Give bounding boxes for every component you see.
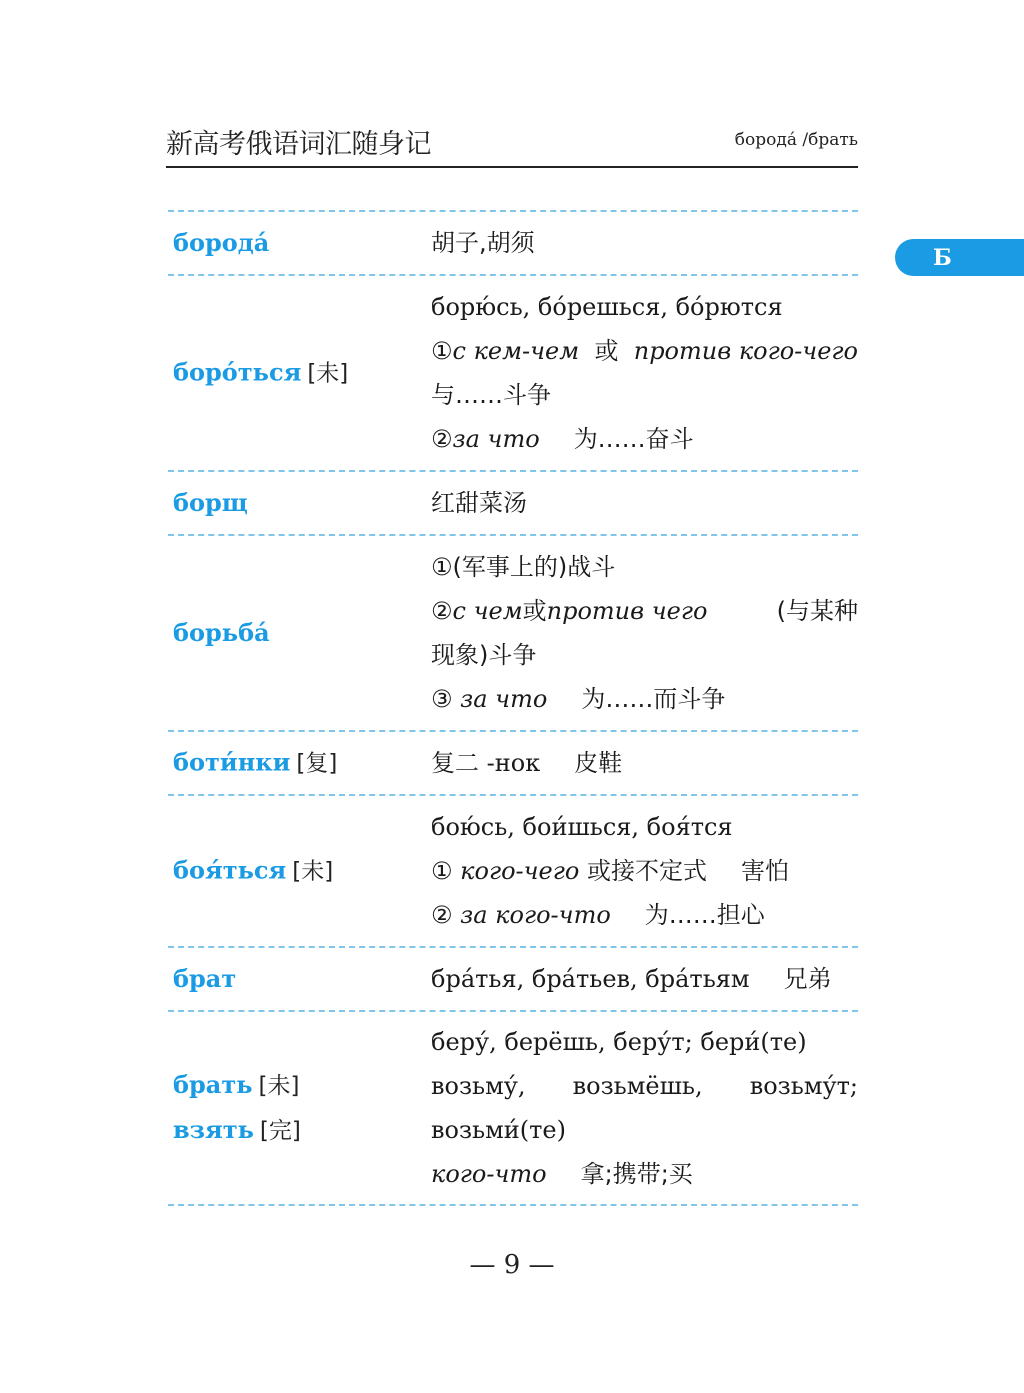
entry-definition bbox=[431, 481, 858, 525]
entry-row bbox=[168, 470, 858, 534]
form: возьму́, bbox=[431, 1072, 526, 1100]
genitive-ending: -нок bbox=[486, 749, 541, 777]
meaning-translation: 为……奋斗 bbox=[573, 425, 694, 453]
entry-definition bbox=[431, 285, 858, 461]
government: против чего bbox=[546, 597, 708, 625]
entry-row bbox=[168, 730, 858, 794]
definition-line bbox=[431, 741, 858, 785]
entry-headword bbox=[173, 221, 269, 265]
entry-definition bbox=[431, 741, 858, 785]
inflection-forms: бою́сь, бои́шься, боя́тся bbox=[431, 813, 733, 841]
inflection-forms: борю́сь, бо́решься, бо́рются bbox=[431, 293, 783, 321]
government: кого-чего bbox=[460, 857, 580, 885]
aspect-tag: [未] bbox=[258, 1073, 300, 1099]
vocabulary-table bbox=[168, 210, 858, 1206]
meaning-line bbox=[431, 849, 858, 893]
entry-row bbox=[168, 274, 858, 470]
page-header bbox=[166, 118, 858, 168]
entry-row bbox=[168, 946, 858, 1010]
entry-definition bbox=[431, 545, 858, 721]
government: за что bbox=[452, 425, 540, 453]
meaning-number: ③ bbox=[431, 685, 453, 713]
definition-line: 胡子,胡须 bbox=[431, 229, 535, 257]
meaning-line bbox=[431, 893, 858, 937]
meaning-line bbox=[431, 1152, 858, 1196]
definition-line: 红甜菜汤 bbox=[431, 489, 527, 517]
entry-definition bbox=[431, 957, 858, 1001]
aspect-tag: [完] bbox=[259, 1118, 301, 1144]
meaning-translation: 皮鞋 bbox=[574, 749, 623, 777]
headword: взять bbox=[173, 1115, 254, 1144]
headword: борьба́ bbox=[173, 618, 270, 647]
government: за что bbox=[460, 685, 548, 713]
government: с чем bbox=[452, 597, 523, 625]
entry-definition bbox=[431, 221, 858, 265]
inflection-forms bbox=[431, 1064, 858, 1108]
entry-definition bbox=[431, 1020, 858, 1196]
meaning-translation: 拿;携带;买 bbox=[580, 1160, 693, 1188]
definition-line bbox=[431, 957, 858, 1001]
meaning-line bbox=[431, 417, 858, 461]
government: кого-что bbox=[431, 1160, 547, 1188]
meaning-translation: 兄弟 bbox=[783, 965, 832, 993]
entry-headword bbox=[173, 741, 337, 786]
inflection-forms: беру́, берёшь, беру́т; бери́(те) bbox=[431, 1028, 807, 1056]
letter-tab bbox=[895, 239, 1024, 276]
entry-row bbox=[168, 210, 858, 274]
conjunction: 或 bbox=[594, 337, 619, 365]
inflection-forms: возьми́(те) bbox=[431, 1116, 566, 1144]
headword: боя́ться bbox=[173, 855, 287, 885]
conjunction: 或 bbox=[522, 597, 547, 625]
aspect-tag: [未] bbox=[307, 360, 349, 387]
headword: брать bbox=[173, 1070, 253, 1099]
entry-headword bbox=[173, 849, 333, 894]
grammar-note: 复二 bbox=[431, 749, 479, 777]
headword: брат bbox=[173, 964, 237, 993]
meaning-translation: (与某种 bbox=[776, 597, 858, 625]
entry-headword bbox=[173, 611, 270, 655]
meaning-translation: 为……而斗争 bbox=[581, 685, 726, 713]
meaning-translation: 现象)斗争 bbox=[431, 641, 537, 669]
entry-row bbox=[168, 534, 858, 730]
headword: боро́ться bbox=[173, 357, 302, 387]
letter-tab-label: Б bbox=[933, 245, 952, 271]
headword: борода́ bbox=[173, 228, 270, 257]
meaning-line bbox=[431, 677, 858, 721]
headword: боти́нки bbox=[173, 747, 291, 777]
meaning-translation: 为……担心 bbox=[644, 901, 765, 929]
meaning-translation: 与……斗争 bbox=[431, 381, 551, 409]
meaning-number: ② bbox=[431, 597, 453, 625]
meaning-line bbox=[431, 329, 858, 373]
entry-headword bbox=[173, 351, 348, 396]
meaning-translation: 害怕 bbox=[740, 857, 789, 885]
government: против кого-чего bbox=[633, 337, 858, 365]
government: за кого-что bbox=[460, 901, 611, 929]
meaning-line: ①(军事上的)战斗 bbox=[431, 553, 616, 581]
book-title: 新高考俄语词汇随身记 bbox=[166, 129, 431, 160]
conjunction: 或接不定式 bbox=[586, 857, 707, 885]
meaning-number: ① bbox=[431, 857, 453, 885]
government: с кем-чем bbox=[452, 337, 580, 365]
meaning-number: ① bbox=[431, 337, 453, 365]
meaning-number: ② bbox=[431, 425, 453, 453]
inflection-forms: бра́тья, бра́тьев, бра́тьям bbox=[431, 965, 750, 993]
entry-row bbox=[168, 794, 858, 946]
headword: борщ bbox=[173, 488, 248, 517]
aspect-tag: [未] bbox=[292, 858, 334, 885]
entry-definition bbox=[431, 805, 858, 937]
form: возьму́т; bbox=[749, 1072, 858, 1100]
number-tag: [复] bbox=[296, 750, 338, 777]
entry-headword bbox=[173, 1063, 301, 1153]
form: возьмёшь, bbox=[572, 1072, 703, 1100]
meaning-number: ② bbox=[431, 901, 453, 929]
entry-row bbox=[168, 1010, 858, 1206]
running-head: борода́ /брать bbox=[734, 130, 858, 150]
entry-headword bbox=[173, 957, 236, 1001]
entry-headword bbox=[173, 481, 248, 525]
meaning-line bbox=[431, 589, 858, 633]
page-number: — 9 — bbox=[469, 1250, 555, 1280]
